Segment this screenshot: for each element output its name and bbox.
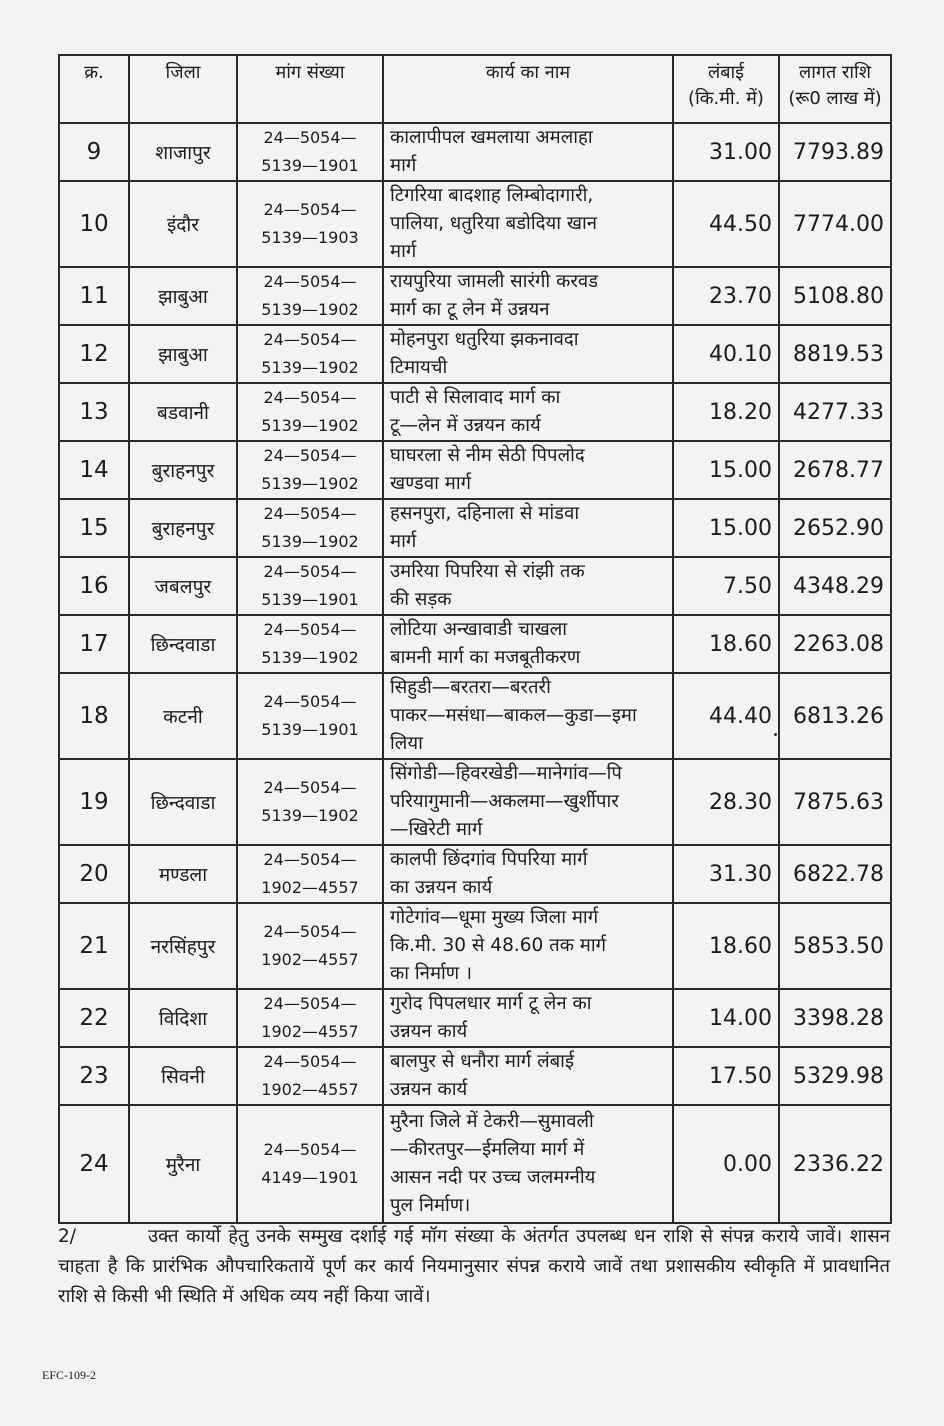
header-district: जिला	[129, 55, 237, 123]
work-name-line: मार्ग	[390, 531, 417, 552]
demand-number-line: 4149—1901	[261, 1168, 359, 1187]
demand-number-line: 24—5054—	[263, 922, 357, 941]
work-name-line: रायपुरिया जामली सारंगी करवड	[390, 271, 599, 292]
demand-number	[237, 615, 383, 673]
demand-number	[237, 325, 383, 383]
header-work: कार्य का नाम	[383, 55, 673, 123]
work-name	[383, 615, 673, 673]
serial-number: 14	[59, 441, 129, 499]
demand-number-line: 24—5054—	[263, 504, 357, 523]
cost-lakh: 3398.28	[779, 989, 891, 1047]
cost-lakh: 4277.33	[779, 383, 891, 441]
work-name	[383, 383, 673, 441]
table-row	[59, 673, 891, 759]
table-row	[59, 181, 891, 267]
serial-number: 13	[59, 383, 129, 441]
work-name-line: टिगरिया बादशाह लिम्बोदागारी,	[390, 185, 594, 206]
work-name-line: कालापीपल खमलाया अमलाहा	[390, 127, 593, 148]
work-name	[383, 845, 673, 903]
demand-number-line: 5139—1902	[261, 474, 359, 493]
demand-number-line: 24—5054—	[263, 994, 357, 1013]
length-km: 40.10	[673, 325, 779, 383]
table-row	[59, 123, 891, 181]
demand-number-line: 5139—1902	[261, 300, 359, 319]
demand-number	[237, 123, 383, 181]
serial-number: 20	[59, 845, 129, 903]
serial-number: 11	[59, 267, 129, 325]
demand-number-line: 5139—1901	[261, 720, 359, 739]
work-name-line: सिंगोडी—हिवरखेडी—मानेगांव—पि	[390, 763, 622, 784]
district-name: जबलपुर	[129, 557, 237, 615]
demand-number-line: 24—5054—	[263, 330, 357, 349]
work-name	[383, 557, 673, 615]
work-name	[383, 181, 673, 267]
work-name-line: गुरोद पिपलधार मार्ग टू लेन का	[390, 993, 592, 1014]
work-name-line: कि.मी. 30 से 48.60 तक मार्ग	[390, 935, 607, 956]
paragraph-text: उक्त कार्यो हेतु उनके सम्मुख दर्शाई गई मॉग संख्या के अंतर्गत उपलब्ध धन राशि से संपन्न कराये जावें। शासन चाहता है कि प्रारंभिक औपचारिकतायें पूर्ण कर कार्य नियमानुसार संपन्न कराये जावें तथा प्रशासकीय स्वीकृति में प्रावधानित राशि से किसी भी स्थिति में अधिक व्यय नहीं किया जावें।	[58, 1226, 890, 1307]
district-name: सिवनी	[129, 1047, 237, 1105]
length-km: 18.60	[673, 615, 779, 673]
demand-number-line: 24—5054—	[263, 446, 357, 465]
work-name-line: परियागुमानी—अकलमा—खुर्शीपार	[390, 791, 619, 812]
table-row	[59, 1047, 891, 1105]
length-km: 44.50	[673, 181, 779, 267]
serial-number: 9	[59, 123, 129, 181]
cost-lakh: 2652.90	[779, 499, 891, 557]
length-km: 7.50	[673, 557, 779, 615]
header-demand: मांग संख्या	[237, 55, 383, 123]
serial-number: 16	[59, 557, 129, 615]
length-km: 23.70	[673, 267, 779, 325]
work-name-line: —कीरतपुर—ईमलिया मार्ग में	[390, 1139, 585, 1160]
serial-number: 24	[59, 1105, 129, 1223]
serial-number: 19	[59, 759, 129, 845]
work-name-line: खण्डवा मार्ग	[390, 473, 472, 494]
table-row	[59, 989, 891, 1047]
work-name-line: मार्ग	[390, 241, 417, 262]
demand-number	[237, 499, 383, 557]
work-name-line: मार्ग	[390, 155, 417, 176]
work-name	[383, 267, 673, 325]
cost-lakh: 5108.80	[779, 267, 891, 325]
work-name-line: पुल निर्माण।	[390, 1195, 471, 1216]
header-length	[673, 55, 779, 123]
length-km: 44.40	[673, 673, 779, 759]
district-name: छिन्दवाडा	[129, 759, 237, 845]
demand-number-line: 5139—1902	[261, 806, 359, 825]
district-name: मुरैना	[129, 1105, 237, 1223]
demand-number-line: 5139—1901	[261, 156, 359, 175]
demand-number	[237, 1105, 383, 1223]
demand-number	[237, 557, 383, 615]
length-km: 31.30	[673, 845, 779, 903]
work-name	[383, 1105, 673, 1223]
demand-number-line: 5139—1902	[261, 416, 359, 435]
serial-number: 18	[59, 673, 129, 759]
length-km: 15.00	[673, 499, 779, 557]
cost-lakh: 2678.77	[779, 441, 891, 499]
demand-number-line: 24—5054—	[263, 128, 357, 147]
length-km: 15.00	[673, 441, 779, 499]
serial-number: 23	[59, 1047, 129, 1105]
table-row	[59, 325, 891, 383]
district-name: बुराहनपुर	[129, 499, 237, 557]
demand-number-line: 24—5054—	[263, 562, 357, 581]
district-name: झाबुआ	[129, 267, 237, 325]
district-name: इंदौर	[129, 181, 237, 267]
table-row	[59, 267, 891, 325]
paragraph-number: 2/	[58, 1226, 77, 1247]
demand-number	[237, 383, 383, 441]
demand-number-line: 24—5054—	[263, 778, 357, 797]
demand-number-line: 5139—1901	[261, 590, 359, 609]
work-name-line: मार्ग का टू लेन में उन्नयन	[390, 299, 550, 320]
header-sn: क्र.	[59, 55, 129, 123]
table-row	[59, 499, 891, 557]
demand-number-line: 1902—4557	[261, 1080, 359, 1099]
demand-number-line: 5139—1903	[261, 228, 359, 247]
table-row	[59, 615, 891, 673]
header-cost-line: लागत राशि	[799, 62, 871, 83]
district-name: बुराहनपुर	[129, 441, 237, 499]
work-name	[383, 123, 673, 181]
demand-number	[237, 903, 383, 989]
work-name-line: टू—लेन में उन्नयन कार्य	[390, 415, 541, 436]
work-name	[383, 499, 673, 557]
serial-number: 15	[59, 499, 129, 557]
demand-number-line: 24—5054—	[263, 692, 357, 711]
demand-number-line: 5139—1902	[261, 358, 359, 377]
table-row	[59, 557, 891, 615]
cost-lakh: 2336.22	[779, 1105, 891, 1223]
length-km: 0.00	[673, 1105, 779, 1223]
work-name-line: लोटिया अन्खावाडी चाखला	[390, 619, 568, 640]
serial-number: 22	[59, 989, 129, 1047]
cost-lakh: 5853.50	[779, 903, 891, 989]
district-name: छिन्दवाडा	[129, 615, 237, 673]
cost-lakh: 7793.89	[779, 123, 891, 181]
work-name-line: हसनपुरा, दहिनाला से मांडवा	[390, 503, 580, 524]
cost-lakh: 6813.26	[779, 673, 891, 759]
work-name-line: मुरैना जिले में टेकरी—सुमावली	[390, 1111, 594, 1132]
work-name-line: उमरिया पिपरिया से रांझी तक	[390, 561, 585, 582]
cost-lakh: 7875.63	[779, 759, 891, 845]
district-name: कटनी	[129, 673, 237, 759]
cost-lakh: 4348.29	[779, 557, 891, 615]
work-name	[383, 759, 673, 845]
demand-number-line: 24—5054—	[263, 388, 357, 407]
table-body	[59, 123, 891, 1223]
header-length-line: लंबाई	[708, 62, 744, 83]
demand-number	[237, 267, 383, 325]
district-name: मण्डला	[129, 845, 237, 903]
work-name-line: पालिया, धतुरिया बडोदिया खान	[390, 213, 598, 234]
work-name-line: सिहुडी—बरतरा—बरतरी	[390, 677, 551, 698]
scan-speck	[774, 733, 777, 736]
table-header-row	[59, 55, 891, 123]
demand-number	[237, 989, 383, 1047]
work-name-line: कालपी छिंदगांव पिपरिया मार्ग	[390, 849, 588, 870]
serial-number: 12	[59, 325, 129, 383]
demand-number-line: 24—5054—	[263, 1052, 357, 1071]
demand-number	[237, 1047, 383, 1105]
header-cost-unit: (रू0 लाख में)	[788, 88, 882, 109]
work-name-line: उन्नयन कार्य	[390, 1079, 468, 1100]
form-code: EFC-109-2	[42, 1368, 96, 1382]
work-name	[383, 673, 673, 759]
work-name	[383, 1047, 673, 1105]
demand-number-line: 24—5054—	[263, 620, 357, 639]
works-table	[58, 54, 892, 1224]
work-name	[383, 441, 673, 499]
district-name: बडवानी	[129, 383, 237, 441]
table-row	[59, 903, 891, 989]
demand-number-line: 1902—4557	[261, 878, 359, 897]
demand-number-line: 24—5054—	[263, 850, 357, 869]
work-name	[383, 903, 673, 989]
demand-number-line: 5139—1902	[261, 532, 359, 551]
work-name-line: टिमायची	[390, 357, 448, 378]
table-row	[59, 383, 891, 441]
demand-number-line: 5139—1902	[261, 648, 359, 667]
work-name-line: उन्नयन कार्य	[390, 1021, 468, 1042]
header-cost	[779, 55, 891, 123]
district-name: शाजापुर	[129, 123, 237, 181]
work-name-line: बामनी मार्ग का मजबूतीकरण	[390, 647, 581, 668]
cost-lakh: 8819.53	[779, 325, 891, 383]
work-name-line: बालपुर से धनौरा मार्ग लंबाई	[390, 1051, 575, 1072]
work-name-line: गोटेगांव—धूमा मुख्य जिला मार्ग	[390, 907, 599, 928]
serial-number: 21	[59, 903, 129, 989]
length-km: 14.00	[673, 989, 779, 1047]
table-row	[59, 1105, 891, 1223]
cost-lakh: 6822.78	[779, 845, 891, 903]
length-km: 31.00	[673, 123, 779, 181]
work-name	[383, 325, 673, 383]
serial-number: 10	[59, 181, 129, 267]
header-length-unit: (कि.मी. में)	[688, 88, 764, 109]
demand-number	[237, 845, 383, 903]
table-row	[59, 845, 891, 903]
cost-lakh: 5329.98	[779, 1047, 891, 1105]
work-name-line: आसन नदी पर उच्च जलमग्नीय	[390, 1167, 596, 1188]
cost-lakh: 7774.00	[779, 181, 891, 267]
work-name	[383, 989, 673, 1047]
demand-number-line: 1902—4557	[261, 1022, 359, 1041]
district-name: नरसिंहपुर	[129, 903, 237, 989]
instruction-paragraph	[58, 1222, 890, 1312]
demand-number-line: 1902—4557	[261, 950, 359, 969]
length-km: 18.20	[673, 383, 779, 441]
demand-number-line: 24—5054—	[263, 1140, 357, 1159]
demand-number	[237, 673, 383, 759]
table-row	[59, 441, 891, 499]
district-name: झाबुआ	[129, 325, 237, 383]
work-name-line: की सड़क	[390, 589, 452, 610]
work-name-line: घाघरला से नीम सेठी पिपलोद	[390, 445, 585, 466]
work-name-line: —खिरेटी मार्ग	[390, 819, 483, 840]
length-km: 18.60	[673, 903, 779, 989]
work-name-line: पाटी से सिलावाद मार्ग का	[390, 387, 561, 408]
table-row	[59, 759, 891, 845]
serial-number: 17	[59, 615, 129, 673]
demand-number-line: 24—5054—	[263, 272, 357, 291]
work-name-line: पाकर—मसंधा—बाकल—कुडा—इमा	[390, 705, 637, 726]
length-km: 28.30	[673, 759, 779, 845]
work-name-line: मोहनपुरा धतुरिया झकनावदा	[390, 329, 579, 350]
work-name-line: का उन्नयन कार्य	[390, 877, 493, 898]
work-name-line: लिया	[390, 733, 423, 754]
cost-lakh: 2263.08	[779, 615, 891, 673]
demand-number	[237, 181, 383, 267]
demand-number	[237, 441, 383, 499]
demand-number	[237, 759, 383, 845]
length-km: 17.50	[673, 1047, 779, 1105]
district-name: विदिशा	[129, 989, 237, 1047]
work-name-line: का निर्माण ।	[390, 963, 473, 984]
demand-number-line: 24—5054—	[263, 200, 357, 219]
